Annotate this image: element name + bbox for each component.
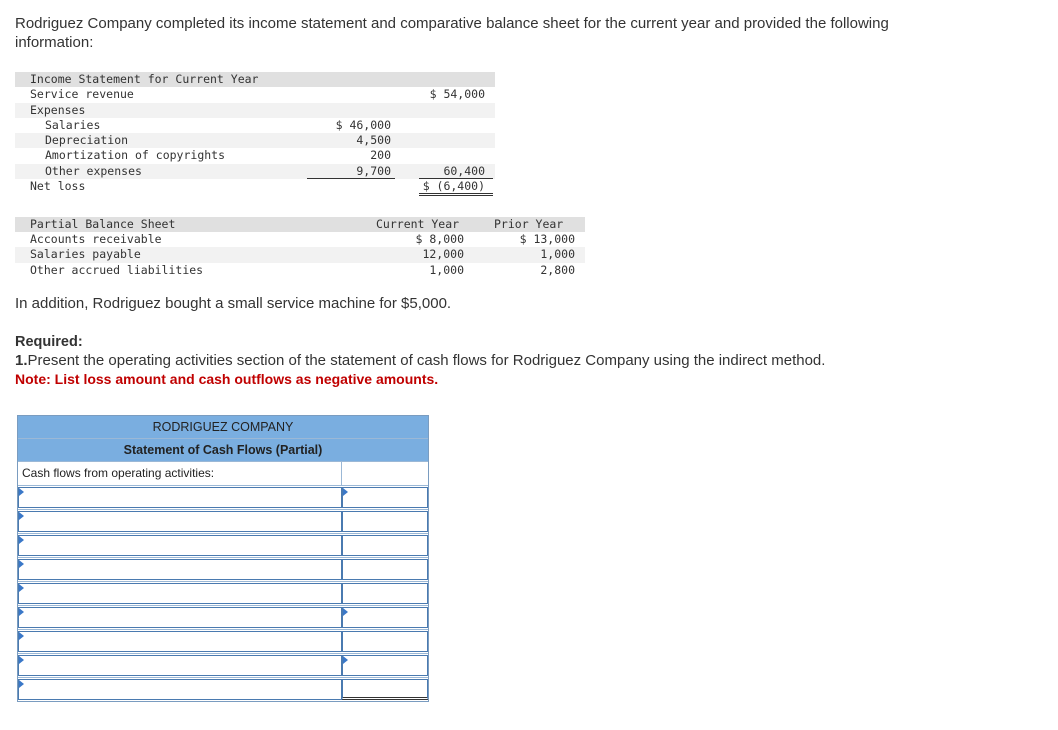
cash-flow-row	[18, 557, 428, 581]
cash-flow-row	[18, 581, 428, 605]
addition-text: In addition, Rodriguez bought a small service machine for $5,000.	[15, 295, 452, 312]
salaries-payable-label: Salaries payable	[30, 247, 141, 262]
cash-flow-row	[18, 485, 428, 509]
cash-flow-row-dropdown[interactable]	[18, 655, 342, 676]
depreciation-value: 4,500	[356, 133, 391, 148]
cash-flow-total-row	[18, 677, 428, 701]
required-number: 1.	[15, 352, 28, 369]
cash-flow-row-amount-input[interactable]	[342, 631, 428, 652]
expenses-row	[15, 103, 495, 118]
net-loss-value: $ (6,400)	[422, 179, 485, 194]
total-expenses-value: 60,400	[443, 163, 485, 178]
cash-flow-row-amount-input[interactable]	[342, 535, 428, 556]
other-expenses-row	[15, 164, 495, 179]
accounts-receivable-label: Accounts receivable	[30, 232, 162, 247]
dropdown-marker-icon	[19, 632, 24, 640]
amortization-value: 200	[370, 148, 391, 163]
operating-activities-label: Cash flows from operating activities:	[22, 466, 215, 480]
cash-flow-row-amount-input[interactable]	[342, 559, 428, 580]
net-loss-label: Net loss	[30, 179, 86, 194]
expenses-label: Expenses	[30, 102, 86, 117]
depreciation-label: Depreciation	[45, 133, 129, 148]
col-current-year: Current Year	[376, 217, 460, 231]
cash-flow-total-dropdown[interactable]	[18, 679, 342, 700]
cash-flow-row-amount-input[interactable]	[342, 511, 428, 532]
balance-sheet-title: Partial Balance Sheet	[30, 217, 176, 231]
cash-flow-row-amount-input[interactable]	[342, 655, 428, 676]
company-name: RODRIGUEZ COMPANY	[18, 416, 428, 439]
dropdown-marker-icon	[19, 608, 24, 616]
cash-flow-row	[18, 533, 428, 557]
service-revenue-value: $ 54,000	[429, 87, 485, 102]
col-prior-year: Prior Year	[494, 217, 564, 231]
cash-flow-header	[18, 416, 428, 461]
dropdown-marker-icon	[19, 680, 24, 688]
income-statement-title: Income Statement for Current Year	[30, 72, 259, 86]
dropdown-marker-icon	[19, 536, 24, 544]
intro-text: Rodriguez Company completed its income statement and comparative balance sheet for the current year and provided the following information:	[15, 15, 889, 51]
cash-flow-row	[18, 629, 428, 653]
cash-flow-row-amount-input[interactable]	[342, 487, 428, 508]
note-text: Note: List loss amount and cash outflows as negative amounts.	[15, 371, 439, 387]
accounts-receivable-row	[15, 232, 585, 247]
service-revenue-label: Service revenue	[30, 87, 134, 102]
cash-flow-statement	[17, 415, 429, 702]
cash-flow-row-dropdown[interactable]	[18, 511, 342, 532]
cash-flow-row-dropdown[interactable]	[18, 487, 342, 508]
partial-balance-sheet-table	[15, 217, 585, 278]
cash-flow-row-dropdown[interactable]	[18, 631, 342, 652]
cash-flow-row-dropdown[interactable]	[18, 535, 342, 556]
other-expenses-value: 9,700	[356, 163, 391, 178]
net-loss-row	[15, 179, 495, 194]
operating-activities-amount	[342, 462, 428, 485]
salaries-row	[15, 118, 495, 133]
depreciation-row	[15, 133, 495, 148]
cash-flow-row-dropdown[interactable]	[18, 607, 342, 628]
cash-flow-row-amount-input[interactable]	[342, 583, 428, 604]
cash-flow-row-dropdown[interactable]	[18, 559, 342, 580]
cash-flow-row-dropdown[interactable]	[18, 583, 342, 604]
operating-activities-row	[18, 461, 428, 485]
accounts-receivable-current: $ 8,000	[415, 232, 464, 247]
cash-flow-total-amount-input[interactable]	[342, 679, 428, 700]
dropdown-marker-icon	[343, 608, 348, 616]
required-item-1	[15, 352, 825, 369]
salaries-value: $ 46,000	[335, 117, 391, 132]
operating-activities-cell	[18, 462, 342, 485]
statement-title: Statement of Cash Flows (Partial)	[123, 443, 323, 457]
amortization-row	[15, 148, 495, 163]
other-accrued-liabilities-row	[15, 263, 585, 278]
balance-sheet-header	[15, 217, 585, 232]
net-loss-double-rule	[419, 193, 493, 196]
salaries-label: Salaries	[45, 117, 101, 132]
dropdown-marker-icon	[19, 560, 24, 568]
other-accrued-liabilities-current: 1,000	[429, 262, 464, 277]
dropdown-marker-icon	[343, 656, 348, 664]
income-statement-table	[15, 72, 495, 194]
cash-flow-row-amount-input[interactable]	[342, 607, 428, 628]
cash-flow-row	[18, 509, 428, 533]
dropdown-marker-icon	[19, 488, 24, 496]
cash-flow-row	[18, 653, 428, 677]
other-accrued-liabilities-prior: 2,800	[540, 262, 575, 277]
other-accrued-liabilities-label: Other accrued liabilities	[30, 262, 204, 277]
other-expenses-label: Other expenses	[45, 163, 142, 178]
dropdown-marker-icon	[19, 656, 24, 664]
salaries-payable-row	[15, 247, 585, 262]
dropdown-marker-icon	[19, 584, 24, 592]
salaries-payable-current: 12,000	[422, 247, 464, 262]
service-revenue-row	[15, 87, 495, 102]
required-text: Present the operating activities section of the statement of cash flows for Rodriguez Company using the indirect method.	[27, 352, 826, 369]
dropdown-marker-icon	[19, 512, 24, 520]
accounts-receivable-prior: $ 13,000	[519, 232, 575, 247]
salaries-payable-prior: 1,000	[540, 247, 575, 262]
dropdown-marker-icon	[343, 488, 348, 496]
required-label: Required:	[15, 334, 83, 350]
amortization-label: Amortization of copyrights	[45, 148, 226, 163]
cash-flow-row	[18, 605, 428, 629]
income-statement-header	[15, 72, 495, 87]
